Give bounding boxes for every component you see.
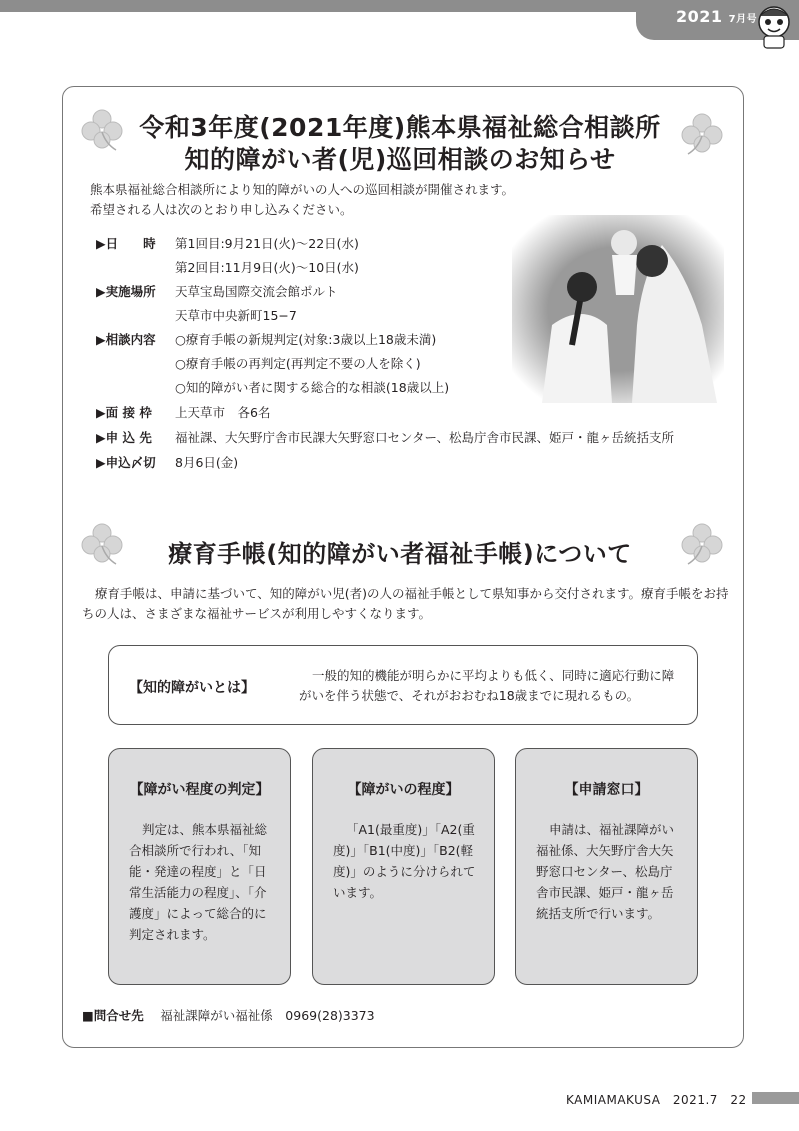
issue-label <box>676 7 757 26</box>
contact-label: ■問合せ先 <box>82 1008 144 1023</box>
row-value: 8月6日(金) <box>175 455 239 470</box>
definition-label: 【知的障がいとは】 <box>129 680 255 696</box>
box-text: 「A1(最重度)」「A2(重度)」「B1(中度)」「B2(軽度)」のように分けられています。 <box>333 822 476 900</box>
family-photo <box>512 215 724 403</box>
issue-year: 2021 <box>676 7 723 26</box>
page-footer: KAMIAMAKUSA 2021.7 22 <box>566 1093 747 1107</box>
contact-value: 福祉課障がい福祉係 0969(28)3373 <box>160 1008 375 1023</box>
info-box-degree <box>312 748 495 985</box>
row-label: ▶申込〆切 <box>96 455 156 470</box>
techo-title: 療育手帳(知的障がい者福祉手帳)について <box>168 540 632 568</box>
issue-month: 7月号 <box>728 14 758 25</box>
header-bar <box>0 0 640 12</box>
row-label: ▶実施場所 <box>96 284 156 299</box>
intro-line: 希望される人は次のとおり申し込みください。 <box>90 202 353 217</box>
clover-icon <box>680 522 724 566</box>
consult-title-line1: 令和3年度(2021年度)熊本県福祉総合相談所 <box>139 113 661 142</box>
row-value: ○療育手帳の再判定(再判定不要の人を除く) <box>175 356 421 371</box>
consult-intro <box>90 180 570 220</box>
definition-text: 一般的知的機能が明らかに平均よりも低く、同時に適応行動に障がいを伴う状態で、それがおおむね18歳までに現れるもの。 <box>299 668 675 703</box>
info-box-judgement <box>108 748 291 985</box>
row-value: 天草宝島国際交流会館ポルト <box>175 284 338 299</box>
footer-bar <box>752 1092 799 1104</box>
row-value: ○知的障がい者に関する総合的な相談(18歳以上) <box>175 380 450 395</box>
clover-icon <box>80 522 124 566</box>
row-label: ▶日 時 <box>96 236 156 251</box>
techo-description: 療育手帳は、申請に基づいて、知的障がい児(者)の人の福祉手帳として県知事から交付されます。療育手帳をお持ちの人は、さまざまな福祉サービスが利用しやすくなります。 <box>82 586 729 621</box>
row-label: ▶相談内容 <box>96 332 156 347</box>
row-value: 第2回目:11月9日(火)〜10日(水) <box>175 260 359 275</box>
definition-box <box>108 645 698 725</box>
row-value: ○療育手帳の新規判定(対象:3歳以上18歳未満) <box>175 332 437 347</box>
box-text: 申請は、福祉課障がい福祉係、大矢野庁舎大矢野窓口センター、松島庁舎市民課、姫戸・龍ヶ岳統括支所で行います。 <box>536 822 675 921</box>
row-value: 天草市中央新町15−7 <box>175 308 297 323</box>
row-value: 第1回目:9月21日(火)〜22日(水) <box>175 236 359 251</box>
row-value: 上天草市 各6名 <box>175 405 271 420</box>
info-box-window <box>515 748 698 985</box>
mascot-icon <box>752 2 796 50</box>
contact-line <box>82 1006 375 1024</box>
row-label: ▶面 接 枠 <box>96 405 152 420</box>
box-heading: 【障がい程度の判定】 <box>129 782 270 798</box>
box-text: 判定は、熊本県福祉総合相談所で行われ、「知能・発達の程度」と「日常生活能力の程度」、「介護度」によって総合的に判定されます。 <box>129 822 268 942</box>
box-heading: 【障がいの程度】 <box>347 782 460 798</box>
consult-title-line2: 知的障がい者(児)巡回相談のお知らせ <box>184 145 616 174</box>
box-heading: 【申請窓口】 <box>564 782 649 798</box>
row-value: 福祉課、大矢野庁舎市民課大矢野窓口センター、松島庁舎市民課、姫戸・龍ヶ岳統括支所 <box>175 430 675 445</box>
row-label: ▶申 込 先 <box>96 430 152 445</box>
intro-line: 熊本県福祉総合相談所により知的障がいの人への巡回相談が開催されます。 <box>90 182 515 197</box>
